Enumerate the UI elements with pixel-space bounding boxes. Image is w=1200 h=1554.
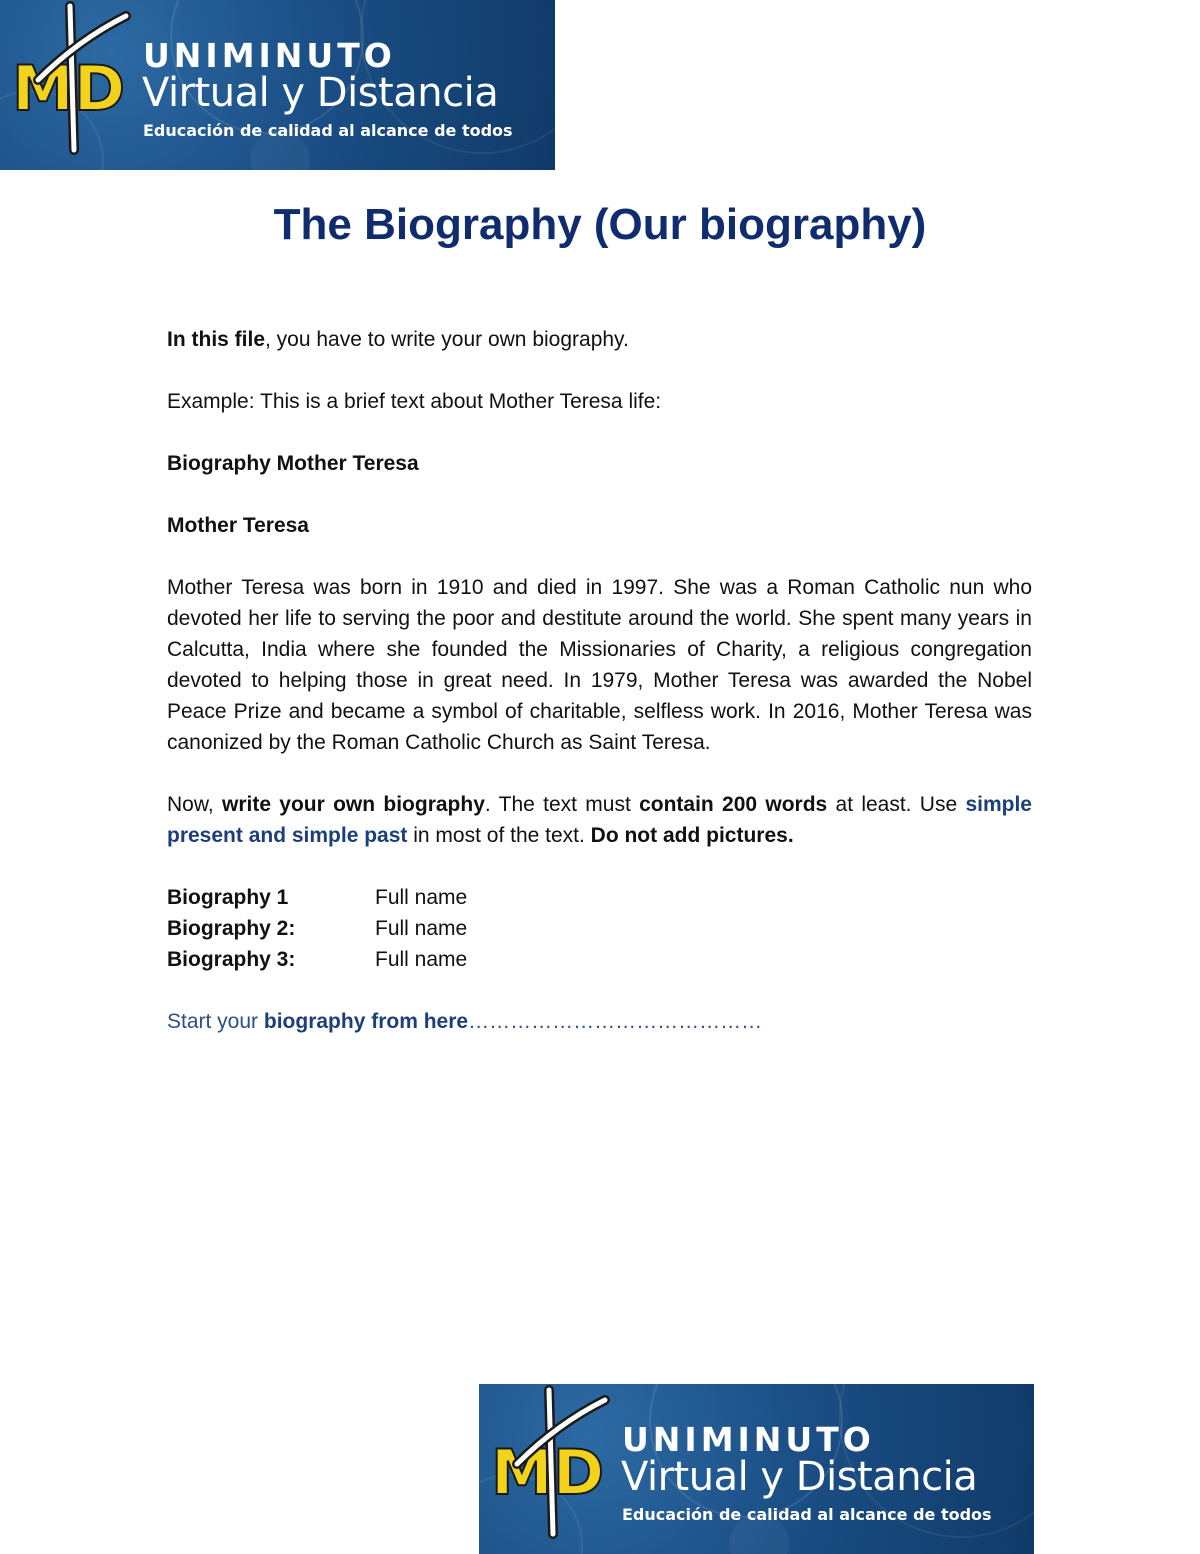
biography-row bbox=[167, 944, 1032, 975]
header-logo-banner bbox=[0, 0, 555, 170]
example-line: Example: This is a brief text about Mother Teresa life: bbox=[167, 390, 662, 413]
logo-name: UNIMINUTO bbox=[143, 36, 396, 75]
intro-rest: , you have to write your own biography. bbox=[265, 328, 629, 351]
mother-teresa-paragraph: Mother Teresa was born in 1910 and died in 1997. She was a Roman Catholic nun who devoted her life to serving the poor and destitute around the world. She spent many years in Calcutta, India where she founded the Missionaries of Charity, a religious congregation devoted to helping those in great need. In 1979, Mother Teresa was awarded the Nobel Peace Prize and became a symbol of charitable, selfless work. In 2016, Mother Teresa was canonized by the Roman Catholic Church as Saint Teresa. bbox=[167, 576, 1032, 754]
biography-label: Biography 3: bbox=[167, 948, 296, 971]
biography-label: Biography 1 bbox=[167, 886, 289, 909]
biography-full-name: Full name bbox=[375, 948, 468, 971]
document-body bbox=[167, 324, 1032, 1068]
footer-logo-banner bbox=[479, 1384, 1034, 1554]
intro-line bbox=[167, 324, 1032, 355]
instructions-paragraph: Now, write your own biography. The text must contain 200 words at least. Use simple present and simple past in most of the text. Do not add pictures. bbox=[167, 793, 1032, 847]
biography-label: Biography 2: bbox=[167, 917, 296, 940]
logo-name: UNIMINUTO bbox=[622, 1420, 875, 1459]
biography-full-name: Full name bbox=[375, 917, 468, 940]
md-monogram: MD bbox=[12, 52, 126, 125]
intro-bold: In this file bbox=[167, 328, 266, 351]
logo-tagline: Educación de calidad al alcance de todos bbox=[622, 1505, 992, 1524]
biography-row bbox=[167, 882, 1032, 913]
logo-subtitle: Virtual y Distancia bbox=[621, 1454, 978, 1500]
uniminuto-md-cross-icon bbox=[8, 0, 138, 170]
logo-subtitle: Virtual y Distancia bbox=[142, 70, 499, 116]
md-monogram: MD bbox=[491, 1436, 605, 1509]
start-here-line: Start your biography from here…………………………………… bbox=[167, 1010, 763, 1033]
page-title: The Biography (Our biography) bbox=[273, 200, 927, 249]
heading-biography-mother-teresa: Biography Mother Teresa bbox=[167, 452, 419, 475]
biography-row bbox=[167, 913, 1032, 944]
biography-list bbox=[167, 882, 1032, 975]
logo-tagline: Educación de calidad al alcance de todos bbox=[143, 121, 513, 140]
uniminuto-md-cross-icon bbox=[487, 1384, 617, 1554]
heading-mother-teresa: Mother Teresa bbox=[167, 514, 309, 537]
biography-full-name: Full name bbox=[375, 886, 468, 909]
